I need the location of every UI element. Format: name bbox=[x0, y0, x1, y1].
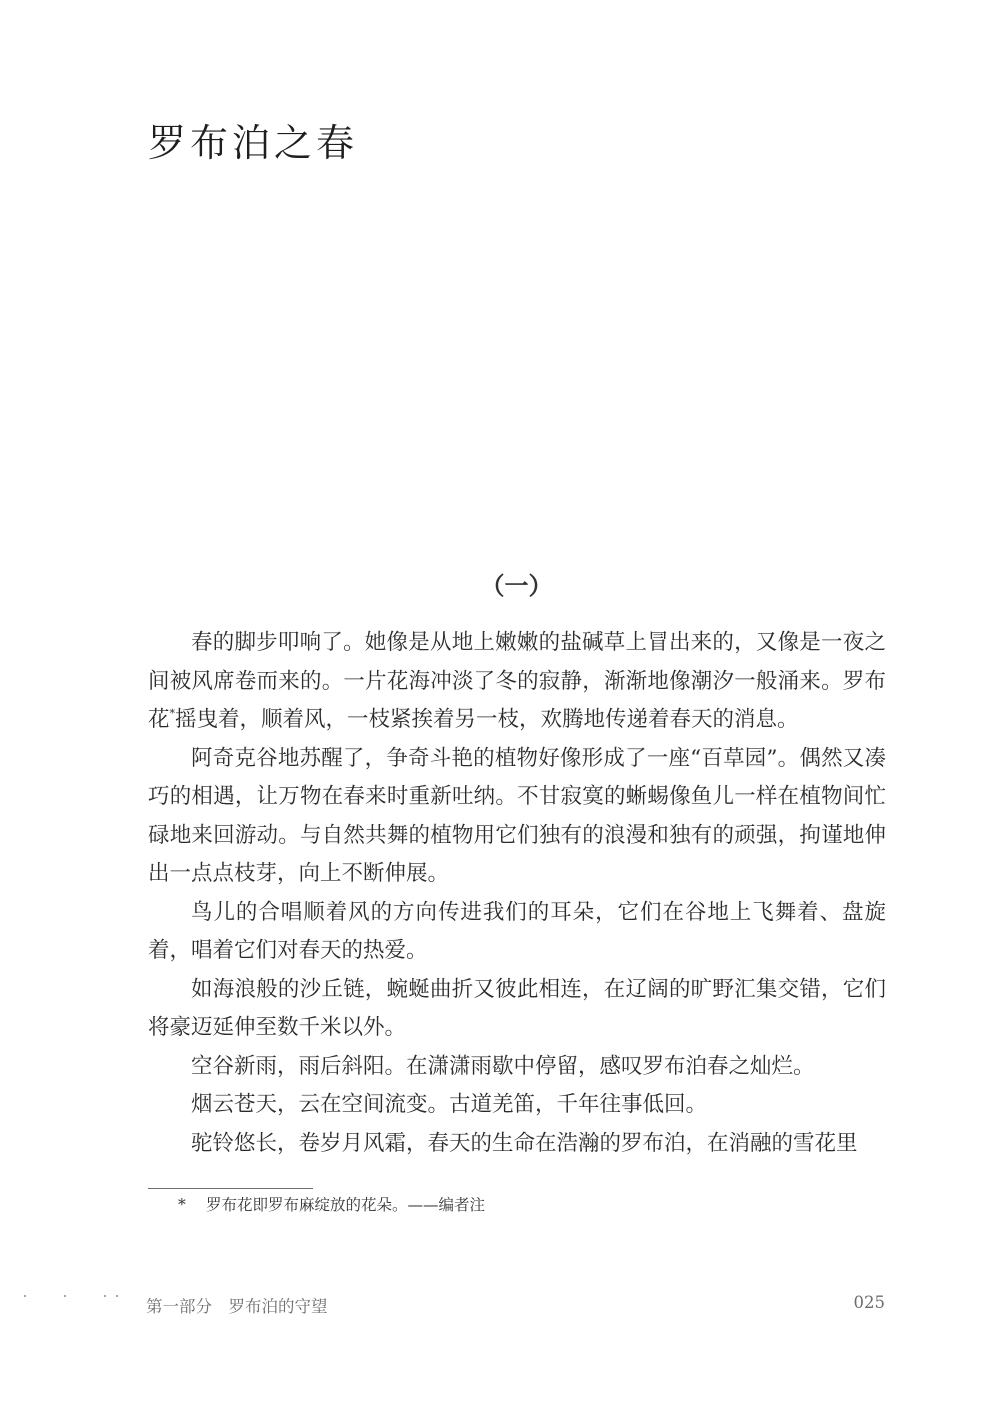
paragraph bbox=[148, 624, 886, 740]
footnote-mark: * bbox=[178, 1196, 186, 1214]
running-footer-section: 第一部分 罗布泊的守望 bbox=[146, 1297, 328, 1316]
paragraph: 鸟儿的合唱顺着风的方向传进我们的耳朵，它们在谷地上飞舞着、盘旋着，唱着它们对春天的热爱。 bbox=[148, 899, 886, 963]
paragraph: 烟云苍天，云在空间流变。古道羌笛，千年往事低回。 bbox=[191, 1092, 708, 1117]
chapter-title: 罗布泊之春 bbox=[148, 121, 359, 165]
paragraph: 如海浪般的沙丘链，蜿蜒曲折又彼此相连，在辽阔的旷野汇集交错，它们将豪迈延伸至数千米以外。 bbox=[148, 976, 886, 1040]
paragraph: 空谷新雨，雨后斜阳。在潇潇雨歇中停留，感叹罗布泊春之灿烂。 bbox=[191, 1053, 815, 1079]
footnote-text: 罗布花即罗布麻绽放的花朵。——编者注 bbox=[206, 1196, 486, 1214]
footnote bbox=[178, 1193, 485, 1215]
section-heading: （一） bbox=[480, 571, 553, 600]
paragraph-text: 春的脚步叩响了。她像是从地上嫩嫩的盐碱草上冒出来的，又像是一夜之间被风席卷而来的。一片花海冲淡了冬的寂静，渐渐地像潮汐一般涌来。罗布花 bbox=[148, 630, 886, 732]
footnote-divider bbox=[148, 1188, 313, 1189]
paragraph: 驼铃悠长，卷岁月风霜，春天的生命在浩瀚的罗布泊，在消融的雪花里 bbox=[191, 1130, 858, 1156]
footnote-reference[interactable]: * bbox=[169, 707, 176, 720]
paragraph-text: 摇曳着，顺着风，一枝紧挨着另一枝，欢腾地传递着春天的消息。 bbox=[175, 707, 799, 732]
paragraph: 阿奇克谷地苏醒了，争奇斗艳的植物好像形成了一座“百草园”。偶然又凑巧的相遇，让万物在春来时重新吐纳。不甘寂寞的蜥蜴像鱼儿一样在植物间忙碌地来回游动。与自然共舞的植物用它们独有的浪漫和独有的顽强，拘谨地伸出一点点枝芽，向上不断伸展。 bbox=[148, 745, 886, 886]
body-text bbox=[148, 624, 886, 1163]
page-number: 025 bbox=[853, 1293, 885, 1312]
footer-decoration-dots bbox=[24, 1295, 134, 1301]
